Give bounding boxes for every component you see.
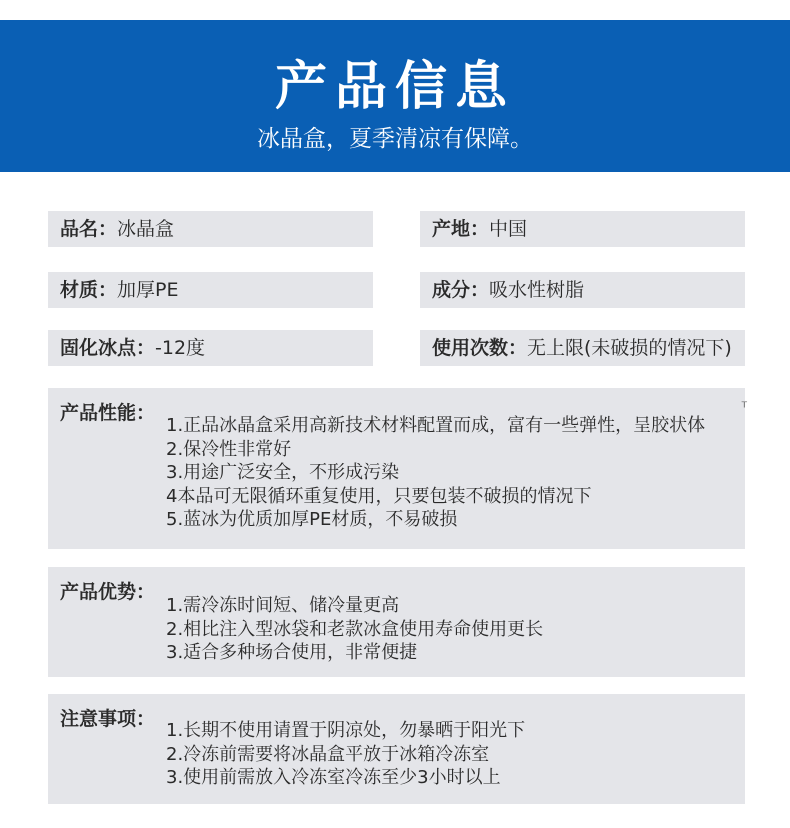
info-freeze-point-label: 固化冰点： bbox=[60, 337, 156, 359]
notes-heading: 注意事项： bbox=[60, 708, 156, 730]
notes-list bbox=[166, 719, 525, 790]
header-banner bbox=[0, 20, 790, 172]
info-material bbox=[48, 272, 373, 308]
performance-panel bbox=[48, 388, 745, 549]
info-origin-label: 产地： bbox=[432, 218, 490, 240]
page-title: 产品信息 bbox=[274, 57, 515, 117]
list-item: 3.适合多种场合使用，非常便捷 bbox=[166, 642, 418, 663]
list-item: 2.冷冻前需要将冰晶盒平放于冰箱冷冻室 bbox=[166, 743, 490, 765]
info-material-value: 加厚PE bbox=[117, 279, 179, 301]
performance-heading: 产品性能： bbox=[60, 402, 156, 424]
page-subtitle: 冰晶盒，夏季清凉有保障。 bbox=[257, 126, 533, 152]
info-origin bbox=[420, 211, 745, 247]
advantages-panel bbox=[48, 567, 745, 677]
list-item: 2.保冷性非常好 bbox=[166, 438, 292, 460]
info-name-value: 冰晶盒 bbox=[117, 218, 175, 240]
info-material-label: 材质： bbox=[60, 279, 118, 301]
info-usage-count-value: 无上限(未破损的情况下) bbox=[527, 337, 732, 359]
list-item: 1.长期不使用请置于阴凉处，勿暴晒于阳光下 bbox=[166, 720, 526, 741]
info-freeze-point bbox=[48, 330, 373, 366]
tick-mark: ᵀ bbox=[741, 400, 747, 416]
advantages-heading: 产品优势： bbox=[60, 581, 156, 603]
advantages-list bbox=[166, 594, 543, 665]
list-item: 5.蓝冰为优质加厚PE材质，不易破损 bbox=[166, 509, 458, 530]
info-ingredient-label: 成分： bbox=[432, 279, 490, 301]
info-usage-count-label: 使用次数： bbox=[432, 337, 528, 359]
info-origin-value: 中国 bbox=[489, 218, 528, 240]
list-item: 4本品可无限循环重复使用，只要包装不破损的情况下 bbox=[166, 485, 592, 507]
notes-panel bbox=[48, 694, 745, 804]
info-ingredient bbox=[420, 272, 745, 308]
list-item: 2.相比注入型冰袋和老款冰盒使用寿命使用更长 bbox=[166, 618, 544, 640]
performance-list bbox=[166, 414, 705, 532]
info-ingredient-value: 吸水性树脂 bbox=[489, 279, 585, 301]
info-freeze-point-value: -12度 bbox=[155, 337, 206, 359]
info-usage-count bbox=[420, 330, 745, 366]
list-item: 1.正品冰晶盒采用高新技术材料配置而成，富有一些弹性，呈胶状体 bbox=[166, 415, 706, 436]
info-name-label: 品名： bbox=[60, 218, 118, 240]
info-name bbox=[48, 211, 373, 247]
list-item: 3.使用前需放入冷冻室冷冻至少3小时以上 bbox=[166, 767, 501, 788]
list-item: 3.用途广泛安全，不形成污染 bbox=[166, 462, 400, 483]
list-item: 1.需冷冻时间短、储冷量更高 bbox=[166, 595, 400, 616]
